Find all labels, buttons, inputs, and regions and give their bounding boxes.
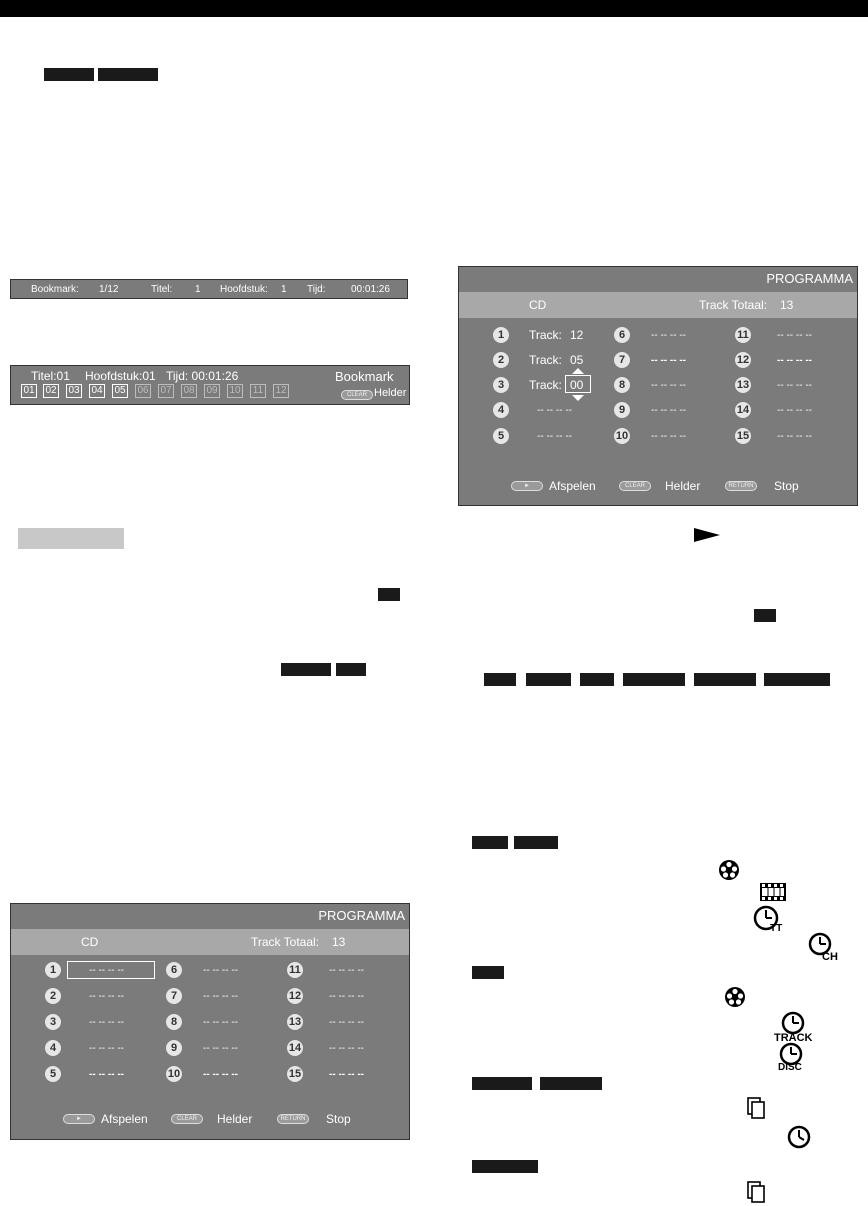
format-badge — [754, 609, 776, 622]
tijd-label: Tijd: — [307, 284, 326, 295]
stop-label: Stop — [774, 479, 799, 493]
programma-panel-left — [10, 903, 410, 1140]
slot-number: 10 — [615, 430, 629, 442]
clock-icon — [786, 1124, 812, 1150]
bookmark-label: Bookmark: — [31, 284, 79, 295]
slot-value: -- -- -- -- — [777, 431, 812, 442]
slot-value: -- -- -- -- — [89, 1043, 124, 1054]
disc-time-icon — [774, 1042, 808, 1072]
slot-number: 2 — [493, 352, 509, 368]
bookmark-value: 1/12 — [99, 284, 119, 295]
clear-label: Helder — [665, 479, 701, 493]
format-badge — [540, 1077, 602, 1090]
track-label: Track: — [529, 328, 562, 342]
track-total-value: 13 — [332, 935, 346, 949]
slot-value: -- -- -- -- — [651, 405, 686, 416]
slot-value: -- -- -- -- — [651, 330, 686, 341]
clear-label: Helder — [374, 387, 407, 399]
tt-icon-label: TT — [770, 923, 783, 933]
bookmark-slot[interactable]: 04 — [89, 384, 105, 398]
slot-number: 7 — [614, 352, 630, 368]
format-badge — [764, 673, 830, 686]
slot-value: -- -- -- -- — [203, 965, 238, 976]
slot-number: 7 — [166, 988, 182, 1004]
slot-number: 14 — [288, 1042, 302, 1054]
slot-number: 13 — [288, 1016, 302, 1028]
format-badge — [526, 673, 571, 686]
up-arrow-icon[interactable] — [572, 368, 584, 374]
disc-icon-label: DISC — [778, 1062, 802, 1072]
format-badge — [514, 836, 558, 849]
track-icon-label: TRACK — [774, 1032, 813, 1043]
track-total-label: Track Totaal: — [699, 298, 768, 312]
slot-value: -- -- -- -- — [89, 1017, 124, 1028]
track-total-value: 13 — [780, 298, 794, 312]
slot-value: -- -- -- -- — [329, 991, 364, 1002]
slot-number: 14 — [736, 404, 750, 416]
slot-number: 1 — [493, 327, 509, 343]
slot-value: -- -- -- -- — [777, 405, 812, 416]
return-button-pill[interactable]: RETURN — [725, 481, 757, 491]
clear-button-pill[interactable]: CLEAR — [619, 481, 651, 491]
files-icon — [746, 1180, 766, 1204]
slot-number: 11 — [287, 962, 303, 978]
bookmark-panel — [10, 365, 410, 405]
bookmark-heading: Bookmark — [335, 369, 394, 384]
slot-value: -- -- -- -- — [651, 380, 686, 391]
tijd-value: 00:01:26 — [351, 284, 390, 295]
slot-number: 8 — [614, 377, 630, 393]
programma-header — [459, 292, 857, 318]
bookmark-slot[interactable]: 06 — [135, 384, 151, 398]
film-strip-icon — [760, 883, 786, 901]
section-label-box — [18, 528, 124, 549]
slot-value: -- -- -- -- — [89, 965, 124, 976]
format-badge — [472, 1077, 532, 1090]
slot-number: 15 — [736, 430, 750, 442]
slot-number: 6 — [614, 327, 630, 343]
clear-button-pill[interactable]: CLEAR — [341, 390, 373, 400]
slot-number: 9 — [166, 1040, 182, 1056]
slot-value: -- -- -- -- — [651, 431, 686, 442]
slot-value: -- -- -- -- — [777, 330, 812, 341]
play-label: Afspelen — [549, 479, 596, 493]
slot-number: 12 — [736, 354, 750, 366]
title-time-icon — [752, 905, 786, 933]
slot-number: 8 — [166, 1014, 182, 1030]
slot-value: -- -- -- -- — [537, 431, 572, 442]
slot-value: -- -- -- -- — [777, 380, 812, 391]
slot-value: -- -- -- -- — [203, 1017, 238, 1028]
slot-number: 3 — [493, 377, 509, 393]
slot-number: 5 — [493, 428, 509, 444]
format-badge — [484, 673, 516, 686]
format-badge — [472, 836, 508, 849]
chapter-time-icon — [808, 932, 840, 962]
slot-value: -- -- -- -- — [89, 991, 124, 1002]
format-badge — [44, 68, 94, 81]
hoofdstuk-label: Hoofdstuk: — [220, 284, 268, 295]
slot-value: -- -- -- -- — [537, 405, 572, 416]
clear-button-pill[interactable]: CLEAR — [171, 1114, 203, 1124]
slot-value: -- -- -- -- — [329, 965, 364, 976]
format-badge — [694, 673, 756, 686]
track-label: Track: — [529, 353, 562, 367]
bookmark-slot[interactable]: 12 — [273, 384, 289, 398]
slot-number: 13 — [736, 379, 750, 391]
slot-value: -- -- -- -- — [329, 1017, 364, 1028]
track-label: Track: — [529, 378, 562, 392]
source-label: CD — [81, 935, 99, 949]
bookmark-slot[interactable]: 03 — [66, 384, 82, 398]
slot-value: -- -- -- -- — [203, 991, 238, 1002]
return-button-pill[interactable]: RETURN — [277, 1114, 309, 1124]
bookmark-slot[interactable]: 09 — [204, 384, 220, 398]
bookmark-slot[interactable]: 08 — [181, 384, 197, 398]
programma-title: PROGRAMMA — [318, 908, 405, 923]
slot-number: 5 — [45, 1066, 61, 1082]
clear-label: Helder — [217, 1112, 253, 1126]
slot-number: 9 — [614, 402, 630, 418]
slot-number: 12 — [288, 990, 302, 1002]
bookmark-slot[interactable]: 11 — [250, 384, 266, 398]
format-badge — [472, 1160, 538, 1173]
track-value: 12 — [570, 328, 584, 342]
format-badge — [98, 68, 158, 81]
track-total-label: Track Totaal: — [251, 935, 320, 949]
audio-reel-icon — [724, 986, 746, 1008]
files-icon — [746, 1096, 766, 1120]
source-label: CD — [529, 298, 547, 312]
down-arrow-icon[interactable] — [572, 395, 584, 401]
bookmark-slot[interactable]: 01 — [21, 384, 37, 398]
slot-number: 4 — [493, 402, 509, 418]
audio-reel-icon — [718, 859, 740, 881]
bookmark-status-bar — [10, 279, 408, 299]
slot-value: -- -- -- -- — [329, 1043, 364, 1054]
hoofdstuk-value: 1 — [281, 284, 287, 295]
format-badge — [378, 588, 400, 601]
slot-number: 11 — [735, 327, 751, 343]
track-value: 05 — [570, 353, 584, 367]
programma-header — [11, 929, 409, 955]
slot-number: 4 — [45, 1040, 61, 1056]
slot-number: 15 — [288, 1068, 302, 1080]
slot-number: 10 — [167, 1068, 181, 1080]
format-badge — [623, 673, 685, 686]
slot-value: -- -- -- -- — [777, 355, 812, 366]
slot-number: 2 — [45, 988, 61, 1004]
bookmark-hoofdstuk: Hoofdstuk:01 — [85, 369, 156, 383]
format-badge — [580, 673, 614, 686]
page-header-bar — [0, 0, 868, 17]
bookmark-slot[interactable]: 10 — [227, 384, 243, 398]
play-icon — [694, 528, 720, 542]
slot-number: 1 — [45, 962, 61, 978]
programma-title: PROGRAMMA — [766, 271, 853, 286]
slot-number: 6 — [166, 962, 182, 978]
track-time-icon — [772, 1011, 814, 1043]
ch-icon-label: CH — [822, 951, 838, 962]
bookmark-slot[interactable]: 05 — [112, 384, 128, 398]
slot-value: -- -- -- -- — [651, 355, 686, 366]
format-badge — [336, 663, 366, 676]
play-button-pill[interactable]: ► — [63, 1114, 95, 1124]
play-label: Afspelen — [101, 1112, 148, 1126]
titel-value: 1 — [195, 284, 201, 295]
format-badge — [472, 966, 504, 979]
titel-label: Titel: — [151, 284, 173, 295]
track-input-value[interactable]: 00 — [570, 378, 584, 392]
play-button-pill[interactable]: ► — [511, 481, 543, 491]
slot-value: -- -- -- -- — [203, 1069, 238, 1080]
slot-value: -- -- -- -- — [329, 1069, 364, 1080]
format-badge — [281, 663, 331, 676]
bookmark-titel: Titel:01 — [31, 369, 70, 383]
slot-value: -- -- -- -- — [203, 1043, 238, 1054]
slot-value: -- -- -- -- — [89, 1069, 124, 1080]
programma-panel-right — [458, 266, 858, 506]
stop-label: Stop — [326, 1112, 351, 1126]
slot-number: 3 — [45, 1014, 61, 1030]
bookmark-tijd: Tijd: 00:01:26 — [166, 369, 239, 383]
bookmark-slot[interactable]: 07 — [158, 384, 174, 398]
bookmark-slot[interactable]: 02 — [43, 384, 59, 398]
